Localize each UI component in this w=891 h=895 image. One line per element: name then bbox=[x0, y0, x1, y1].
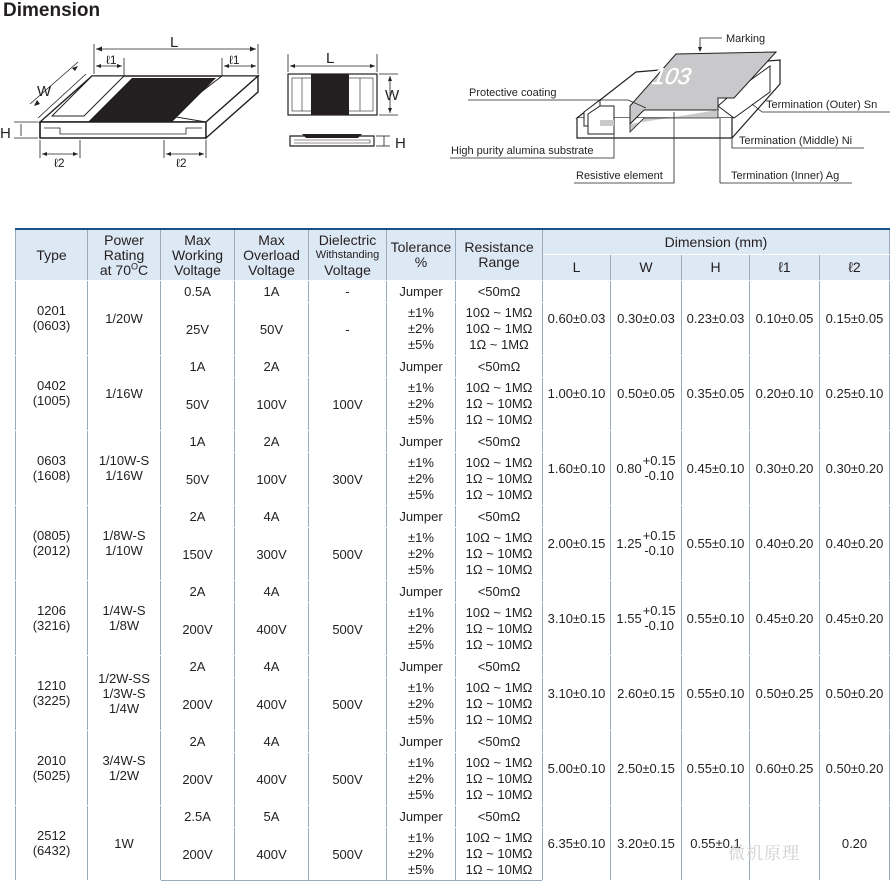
jumper-mov-cell: 2A bbox=[235, 356, 309, 378]
resistor-tolerance-cell: ±1% ±2% ±5% bbox=[387, 828, 456, 881]
type-cell: 1206 (3216) bbox=[16, 581, 88, 656]
dim-H-cell: 0.35±0.05 bbox=[682, 356, 750, 431]
top-view-label-W: W bbox=[385, 87, 400, 104]
resistor-tolerance-cell: ±1% ±2% ±5% bbox=[387, 603, 456, 656]
header-max-working-voltage: Max Working Voltage bbox=[161, 229, 235, 281]
resistor-mov-cell: 400V bbox=[235, 828, 309, 881]
top-view-label-L: L bbox=[326, 50, 335, 67]
dim-l2-cell: 0.50±0.20 bbox=[820, 656, 890, 731]
jumper-range-cell: <50mΩ bbox=[456, 656, 543, 678]
power-rating-cell: 1/4W-S 1/8W bbox=[88, 581, 161, 656]
header-dim-H: H bbox=[682, 255, 750, 281]
dim-l1-cell: 0.50±0.25 bbox=[750, 656, 820, 731]
dim-H-cell: 0.55±0.10 bbox=[682, 581, 750, 656]
callout-termination-inner: Termination (Inner) Ag bbox=[731, 170, 840, 182]
jumper-mwv-cell: 2A bbox=[161, 581, 235, 603]
resistor-mov-cell: 400V bbox=[235, 603, 309, 656]
jumper-mov-cell: 4A bbox=[235, 581, 309, 603]
dim-H-cell: 0.55±0.1 bbox=[682, 806, 750, 881]
dim-H-cell: 0.55±0.10 bbox=[682, 656, 750, 731]
type-cell: 2010 (5025) bbox=[16, 731, 88, 806]
jumper-mwv-cell: 2A bbox=[161, 656, 235, 678]
jumper-dwv-cell bbox=[309, 731, 387, 753]
resistor-mwv-cell: 200V bbox=[161, 753, 235, 806]
jumper-mwv-cell: 1A bbox=[161, 356, 235, 378]
callout-resistive-element: Resistive element bbox=[576, 170, 663, 182]
resistor-mwv-cell: 50V bbox=[161, 453, 235, 506]
type-cell: 0603 (1608) bbox=[16, 431, 88, 506]
jumper-mov-cell: 5A bbox=[235, 806, 309, 828]
power-rating-cell: 1/10W-S 1/16W bbox=[88, 431, 161, 506]
table-row bbox=[16, 506, 890, 528]
table-row bbox=[16, 431, 890, 453]
resistor-dwv-cell: 500V bbox=[309, 753, 387, 806]
resistor-tolerance-cell: ±1% ±2% ±5% bbox=[387, 453, 456, 506]
jumper-mov-cell: 4A bbox=[235, 506, 309, 528]
resistor-range-cell: 10Ω ~ 1MΩ 10Ω ~ 1MΩ 1Ω ~ 1MΩ bbox=[456, 303, 543, 356]
side-view-label-H: H bbox=[395, 135, 406, 152]
resistor-dwv-cell: 500V bbox=[309, 528, 387, 581]
resistor-range-cell: 10Ω ~ 1MΩ 1Ω ~ 10MΩ 1Ω ~ 10MΩ bbox=[456, 828, 543, 881]
jumper-range-cell: <50mΩ bbox=[456, 431, 543, 453]
resistor-mwv-cell: 150V bbox=[161, 528, 235, 581]
header-dim-W: W bbox=[611, 255, 682, 281]
resistor-tolerance-cell: ±1% ±2% ±5% bbox=[387, 753, 456, 806]
power-rating-cell: 1/16W bbox=[88, 356, 161, 431]
jumper-dwv-cell: - bbox=[309, 281, 387, 303]
type-cell: 2512 (6432) bbox=[16, 806, 88, 881]
dim-W-cell: 1.55 +0.15 -0.10 bbox=[611, 581, 682, 656]
jumper-mov-cell: 1A bbox=[235, 281, 309, 303]
jumper-tol-cell: Jumper bbox=[387, 431, 456, 453]
resistor-mwv-cell: 200V bbox=[161, 678, 235, 731]
dim-label-L: L bbox=[170, 34, 179, 51]
dim-l1-cell: 0.10±0.05 bbox=[750, 281, 820, 356]
resistor-dwv-cell: 300V bbox=[309, 453, 387, 506]
power-rating-cell: 1/2W-SS 1/3W-S 1/4W bbox=[88, 656, 161, 731]
jumper-tol-cell: Jumper bbox=[387, 281, 456, 303]
dim-W-cell: 2.50±0.15 bbox=[611, 731, 682, 806]
jumper-dwv-cell bbox=[309, 431, 387, 453]
dim-label-l2-left: ℓ2 bbox=[54, 156, 65, 170]
resistor-mov-cell: 400V bbox=[235, 678, 309, 731]
header-dimension: Dimension (mm) bbox=[543, 229, 890, 255]
type-cell: 0402 (1005) bbox=[16, 356, 88, 431]
jumper-mov-cell: 2A bbox=[235, 431, 309, 453]
dim-label-W: W bbox=[37, 83, 52, 100]
dim-L-cell: 2.00±0.15 bbox=[543, 506, 611, 581]
dim-W-cell: 0.50±0.05 bbox=[611, 356, 682, 431]
dim-l2-cell: 0.50±0.20 bbox=[820, 731, 890, 806]
callout-substrate: High purity alumina substrate bbox=[451, 145, 594, 157]
resistor-range-cell: 10Ω ~ 1MΩ 1Ω ~ 10MΩ 1Ω ~ 10MΩ bbox=[456, 603, 543, 656]
resistor-mov-cell: 100V bbox=[235, 378, 309, 431]
dim-label-H: H bbox=[0, 125, 11, 142]
resistor-tolerance-cell: ±1% ±2% ±5% bbox=[387, 678, 456, 731]
resistor-dwv-cell: 500V bbox=[309, 603, 387, 656]
jumper-mwv-cell: 1A bbox=[161, 431, 235, 453]
dim-H-cell: 0.55±0.10 bbox=[682, 731, 750, 806]
dim-L-cell: 6.35±0.10 bbox=[543, 806, 611, 881]
dim-L-cell: 1.00±0.10 bbox=[543, 356, 611, 431]
dim-L-cell: 1.60±0.10 bbox=[543, 431, 611, 506]
jumper-dwv-cell bbox=[309, 656, 387, 678]
header-dim-l2: ℓ2 bbox=[820, 255, 890, 281]
header-max-overload-voltage: Max Overload Voltage bbox=[235, 229, 309, 281]
resistor-mwv-cell: 50V bbox=[161, 378, 235, 431]
table-row bbox=[16, 581, 890, 603]
spec-table-body bbox=[16, 281, 890, 881]
resistor-mov-cell: 300V bbox=[235, 528, 309, 581]
table-row bbox=[16, 356, 890, 378]
dim-W-cell: 3.20±0.15 bbox=[611, 806, 682, 881]
jumper-range-cell: <50mΩ bbox=[456, 581, 543, 603]
resistor-mov-cell: 50V bbox=[235, 303, 309, 356]
jumper-mwv-cell: 2.5A bbox=[161, 806, 235, 828]
resistor-mwv-cell: 25V bbox=[161, 303, 235, 356]
dim-l2-cell: 0.15±0.05 bbox=[820, 281, 890, 356]
dim-L-cell: 3.10±0.10 bbox=[543, 656, 611, 731]
page-title: Dimension bbox=[3, 0, 101, 21]
construction-figure bbox=[450, 33, 890, 183]
resistor-mov-cell: 100V bbox=[235, 453, 309, 506]
table-row bbox=[16, 281, 890, 303]
dim-W-cell: 0.30±0.03 bbox=[611, 281, 682, 356]
type-cell: 1210 (3225) bbox=[16, 656, 88, 731]
power-rating-cell: 1/8W-S 1/10W bbox=[88, 506, 161, 581]
dim-l2-cell: 0.40±0.20 bbox=[820, 506, 890, 581]
dim-W-cell: 0.80 +0.15 -0.10 bbox=[611, 431, 682, 506]
jumper-dwv-cell bbox=[309, 581, 387, 603]
jumper-mov-cell: 4A bbox=[235, 656, 309, 678]
dim-H-cell: 0.45±0.10 bbox=[682, 431, 750, 506]
jumper-dwv-cell bbox=[309, 506, 387, 528]
resistor-dwv-cell: 100V bbox=[309, 378, 387, 431]
dim-H-cell: 0.55±0.10 bbox=[682, 506, 750, 581]
header-dim-L: L bbox=[543, 255, 611, 281]
resistor-dwv-cell: 500V bbox=[309, 828, 387, 881]
spec-table bbox=[15, 228, 890, 881]
table-row bbox=[16, 656, 890, 678]
dim-L-cell: 3.10±0.15 bbox=[543, 581, 611, 656]
resistor-range-cell: 10Ω ~ 1MΩ 1Ω ~ 10MΩ 1Ω ~ 10MΩ bbox=[456, 753, 543, 806]
jumper-dwv-cell bbox=[309, 356, 387, 378]
dim-W-cell: 1.25 +0.15 -0.10 bbox=[611, 506, 682, 581]
resistor-range-cell: 10Ω ~ 1MΩ 1Ω ~ 10MΩ 1Ω ~ 10MΩ bbox=[456, 528, 543, 581]
jumper-mwv-cell: 2A bbox=[161, 731, 235, 753]
header-dielectric-withstanding-voltage: Dielectric Withstanding Voltage bbox=[309, 229, 387, 281]
resistor-dwv-cell: - bbox=[309, 303, 387, 356]
resistor-tolerance-cell: ±1% ±2% ±5% bbox=[387, 378, 456, 431]
jumper-tol-cell: Jumper bbox=[387, 581, 456, 603]
resistor-dwv-cell: 500V bbox=[309, 678, 387, 731]
header-resistance-range: Resistance Range bbox=[456, 229, 543, 281]
dimension-diagrams bbox=[0, 0, 891, 228]
header-power-rating: Power Rating at $70^OC$ bbox=[88, 229, 161, 281]
resistor-mwv-cell: 200V bbox=[161, 828, 235, 881]
watermark: 微机原理 bbox=[728, 844, 800, 863]
jumper-range-cell: <50mΩ bbox=[456, 806, 543, 828]
resistor-range-cell: 10Ω ~ 1MΩ 1Ω ~ 10MΩ 1Ω ~ 10MΩ bbox=[456, 453, 543, 506]
chip-isometric-figure bbox=[0, 34, 258, 170]
table-row bbox=[16, 806, 890, 828]
jumper-mwv-cell: 0.5A bbox=[161, 281, 235, 303]
header-type: Type bbox=[16, 229, 88, 281]
dim-l1-cell: 0.45±0.20 bbox=[750, 581, 820, 656]
callout-termination-middle: Termination (Middle) Ni bbox=[739, 135, 853, 147]
jumper-range-cell: <50mΩ bbox=[456, 356, 543, 378]
dim-label-l1-right: ℓ1 bbox=[229, 53, 240, 67]
power-rating-cell: 1/20W bbox=[88, 281, 161, 356]
jumper-range-cell: <50mΩ bbox=[456, 281, 543, 303]
jumper-tol-cell: Jumper bbox=[387, 806, 456, 828]
resistor-range-cell: 10Ω ~ 1MΩ 1Ω ~ 10MΩ 1Ω ~ 10MΩ bbox=[456, 378, 543, 431]
resistor-range-cell: 10Ω ~ 1MΩ 1Ω ~ 10MΩ 1Ω ~ 10MΩ bbox=[456, 678, 543, 731]
dim-label-l1-left: ℓ1 bbox=[106, 53, 117, 67]
dim-H-cell: 0.23±0.03 bbox=[682, 281, 750, 356]
callout-protective-coating: Protective coating bbox=[469, 87, 557, 99]
resistor-mov-cell: 400V bbox=[235, 753, 309, 806]
dim-l1-cell: 0.60±0.25 bbox=[750, 731, 820, 806]
dim-l2-cell: 0.25±0.10 bbox=[820, 356, 890, 431]
power-rating-cell: 3/4W-S 1/2W bbox=[88, 731, 161, 806]
jumper-tol-cell: Jumper bbox=[387, 356, 456, 378]
dim-L-cell: 0.60±0.03 bbox=[543, 281, 611, 356]
jumper-range-cell: <50mΩ bbox=[456, 731, 543, 753]
jumper-range-cell: <50mΩ bbox=[456, 506, 543, 528]
jumper-tol-cell: Jumper bbox=[387, 731, 456, 753]
dim-l2-cell: 0.20 bbox=[820, 806, 890, 881]
type-cell: (0805) (2012) bbox=[16, 506, 88, 581]
jumper-mwv-cell: 2A bbox=[161, 506, 235, 528]
resistor-mwv-cell: 200V bbox=[161, 603, 235, 656]
resistor-tolerance-cell: ±1% ±2% ±5% bbox=[387, 528, 456, 581]
power-rating-cell: 1W bbox=[88, 806, 161, 881]
callout-termination-outer: Termination (Outer) Sn bbox=[766, 99, 878, 111]
dim-l2-cell: 0.45±0.20 bbox=[820, 581, 890, 656]
type-cell: 0201 (0603) bbox=[16, 281, 88, 356]
resistor-tolerance-cell: ±1% ±2% ±5% bbox=[387, 303, 456, 356]
header-tolerance: Tolerance % bbox=[387, 229, 456, 281]
jumper-tol-cell: Jumper bbox=[387, 506, 456, 528]
dim-l1-cell: 0.30±0.20 bbox=[750, 431, 820, 506]
dim-label-l2-right: ℓ2 bbox=[176, 156, 187, 170]
jumper-mov-cell: 4A bbox=[235, 731, 309, 753]
callout-marking: Marking bbox=[726, 33, 766, 45]
dim-W-cell: 2.60±0.15 bbox=[611, 656, 682, 731]
header-dim-l1: ℓ1 bbox=[750, 255, 820, 281]
table-row bbox=[16, 731, 890, 753]
dim-l1-cell: 0.20±0.10 bbox=[750, 356, 820, 431]
dim-l2-cell: 0.30±0.20 bbox=[820, 431, 890, 506]
chip-top-side-figure bbox=[288, 50, 406, 152]
jumper-tol-cell: Jumper bbox=[387, 656, 456, 678]
marking-text: 103 bbox=[650, 63, 694, 89]
jumper-dwv-cell bbox=[309, 806, 387, 828]
dim-l1-cell: 0.40±0.20 bbox=[750, 506, 820, 581]
dim-L-cell: 5.00±0.10 bbox=[543, 731, 611, 806]
